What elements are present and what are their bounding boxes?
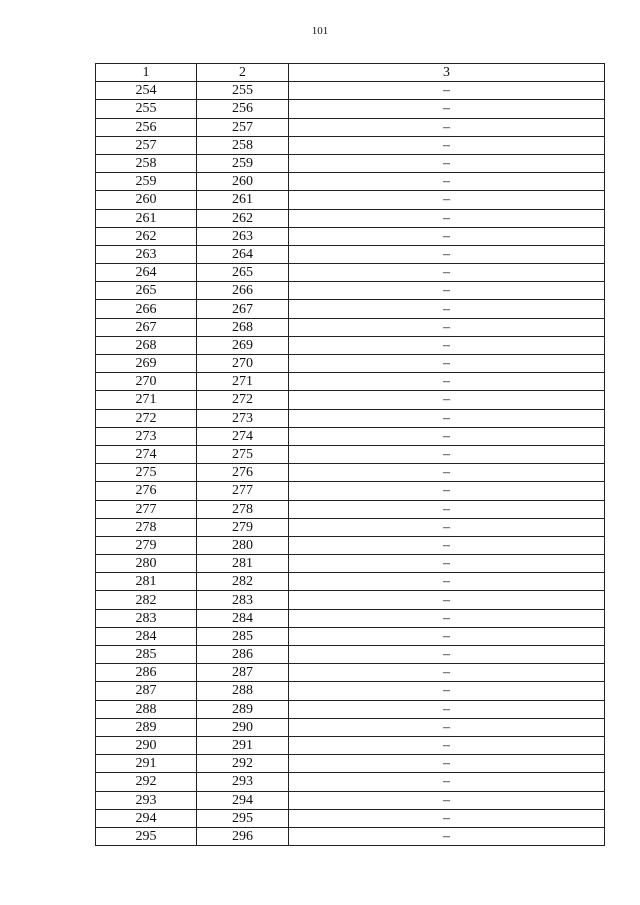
table-cell-col-2: 292 (197, 755, 289, 773)
table-row (96, 118, 605, 136)
table-cell-col-1: 271 (96, 391, 197, 409)
table-cell-col-3: – (289, 573, 605, 591)
table-cell-col-1: 284 (96, 627, 197, 645)
table-cell-col-2: 270 (197, 355, 289, 373)
table-row (96, 482, 605, 500)
table-cell-col-1: 261 (96, 209, 197, 227)
table-cell-col-3: – (289, 282, 605, 300)
column-header-2: 2 (197, 64, 289, 82)
table-cell-col-2: 271 (197, 373, 289, 391)
table-row (96, 682, 605, 700)
table-cell-col-3: – (289, 773, 605, 791)
table-row (96, 827, 605, 845)
table-row (96, 664, 605, 682)
table-cell-col-1: 255 (96, 100, 197, 118)
table-cell-col-1: 290 (96, 736, 197, 754)
table-row (96, 318, 605, 336)
table-cell-col-2: 262 (197, 209, 289, 227)
table-cell-col-1: 288 (96, 700, 197, 718)
table-cell-col-1: 264 (96, 264, 197, 282)
table-cell-col-2: 268 (197, 318, 289, 336)
table-row (96, 718, 605, 736)
table-cell-col-3: – (289, 355, 605, 373)
table-cell-col-3: – (289, 136, 605, 154)
table-row (96, 518, 605, 536)
table-cell-col-3: – (289, 718, 605, 736)
table-cell-col-1: 262 (96, 227, 197, 245)
table-row (96, 355, 605, 373)
table-cell-col-2: 255 (197, 82, 289, 100)
table-cell-col-1: 277 (96, 500, 197, 518)
table-body (96, 82, 605, 846)
table-cell-col-2: 296 (197, 827, 289, 845)
table-cell-col-2: 287 (197, 664, 289, 682)
table-cell-col-1: 257 (96, 136, 197, 154)
table-row (96, 646, 605, 664)
table-row (96, 191, 605, 209)
table-row (96, 609, 605, 627)
table-row (96, 154, 605, 172)
table-row (96, 173, 605, 191)
table-row (96, 555, 605, 573)
table-cell-col-2: 263 (197, 227, 289, 245)
table-cell-col-2: 294 (197, 791, 289, 809)
table-cell-col-1: 269 (96, 355, 197, 373)
table-cell-col-2: 283 (197, 591, 289, 609)
table-cell-col-3: – (289, 591, 605, 609)
table-cell-col-2: 274 (197, 427, 289, 445)
table-cell-col-1: 280 (96, 555, 197, 573)
table-cell-col-2: 289 (197, 700, 289, 718)
table-cell-col-1: 266 (96, 300, 197, 318)
table-row (96, 755, 605, 773)
table-cell-col-3: – (289, 336, 605, 354)
table-cell-col-3: – (289, 736, 605, 754)
table-row (96, 264, 605, 282)
table-cell-col-2: 259 (197, 154, 289, 172)
table-cell-col-1: 286 (96, 664, 197, 682)
table-cell-col-3: – (289, 500, 605, 518)
table-cell-col-3: – (289, 627, 605, 645)
column-header-3: 3 (289, 64, 605, 82)
table-row (96, 591, 605, 609)
table-cell-col-2: 258 (197, 136, 289, 154)
table-cell-col-2: 264 (197, 245, 289, 263)
table-row (96, 700, 605, 718)
table-cell-col-1: 291 (96, 755, 197, 773)
table-row (96, 536, 605, 554)
table-cell-col-3: – (289, 118, 605, 136)
table-cell-col-2: 267 (197, 300, 289, 318)
table-row (96, 427, 605, 445)
table-cell-col-3: – (289, 209, 605, 227)
table-cell-col-1: 265 (96, 282, 197, 300)
table-cell-col-3: – (289, 682, 605, 700)
table-row (96, 773, 605, 791)
table-cell-col-3: – (289, 264, 605, 282)
table-cell-col-3: – (289, 300, 605, 318)
table-cell-col-2: 278 (197, 500, 289, 518)
table-cell-col-1: 281 (96, 573, 197, 591)
table-cell-col-1: 273 (96, 427, 197, 445)
table-cell-col-3: – (289, 100, 605, 118)
table-cell-col-2: 260 (197, 173, 289, 191)
table-cell-col-1: 295 (96, 827, 197, 845)
table-cell-col-3: – (289, 809, 605, 827)
table-row (96, 809, 605, 827)
table-cell-col-3: – (289, 409, 605, 427)
table-cell-col-2: 281 (197, 555, 289, 573)
table-cell-col-2: 282 (197, 573, 289, 591)
table-row (96, 245, 605, 263)
table-cell-col-3: – (289, 646, 605, 664)
table-cell-col-3: – (289, 245, 605, 263)
table-row (96, 500, 605, 518)
table-row (96, 736, 605, 754)
table-cell-col-3: – (289, 227, 605, 245)
table-row (96, 445, 605, 463)
column-header-1: 1 (96, 64, 197, 82)
table-row (96, 336, 605, 354)
table-cell-col-1: 272 (96, 409, 197, 427)
table-row (96, 227, 605, 245)
table-cell-col-1: 285 (96, 646, 197, 664)
table-cell-col-3: – (289, 191, 605, 209)
table-row (96, 627, 605, 645)
table-cell-col-1: 274 (96, 445, 197, 463)
table-cell-col-2: 277 (197, 482, 289, 500)
table-cell-col-1: 270 (96, 373, 197, 391)
table-row (96, 409, 605, 427)
table-cell-col-1: 256 (96, 118, 197, 136)
table-cell-col-1: 294 (96, 809, 197, 827)
table-cell-col-3: – (289, 445, 605, 463)
table-cell-col-3: – (289, 664, 605, 682)
table-row (96, 209, 605, 227)
table-cell-col-2: 293 (197, 773, 289, 791)
table-cell-col-1: 283 (96, 609, 197, 627)
table-cell-col-3: – (289, 373, 605, 391)
table-cell-col-3: – (289, 482, 605, 500)
table-cell-col-2: 280 (197, 536, 289, 554)
table-cell-col-1: 258 (96, 154, 197, 172)
table-row (96, 282, 605, 300)
table-cell-col-2: 269 (197, 336, 289, 354)
table-cell-col-3: – (289, 791, 605, 809)
table-cell-col-3: – (289, 427, 605, 445)
data-table (95, 63, 605, 846)
table-row (96, 791, 605, 809)
table-row (96, 464, 605, 482)
table-cell-col-2: 275 (197, 445, 289, 463)
table-row (96, 373, 605, 391)
table-cell-col-1: 287 (96, 682, 197, 700)
table-cell-col-3: – (289, 173, 605, 191)
table-header-row (96, 64, 605, 82)
table-cell-col-1: 282 (96, 591, 197, 609)
table-cell-col-1: 260 (96, 191, 197, 209)
table-cell-col-1: 263 (96, 245, 197, 263)
table-cell-col-1: 267 (96, 318, 197, 336)
table-cell-col-3: – (289, 82, 605, 100)
table-cell-col-2: 291 (197, 736, 289, 754)
table-cell-col-2: 273 (197, 409, 289, 427)
table-cell-col-3: – (289, 755, 605, 773)
table-cell-col-3: – (289, 391, 605, 409)
table-cell-col-2: 279 (197, 518, 289, 536)
table-cell-col-2: 257 (197, 118, 289, 136)
table-cell-col-2: 295 (197, 809, 289, 827)
table-cell-col-1: 289 (96, 718, 197, 736)
table-cell-col-1: 254 (96, 82, 197, 100)
table-cell-col-2: 288 (197, 682, 289, 700)
table-cell-col-1: 293 (96, 791, 197, 809)
table-cell-col-2: 286 (197, 646, 289, 664)
table-row (96, 300, 605, 318)
table-cell-col-1: 276 (96, 482, 197, 500)
table-cell-col-1: 279 (96, 536, 197, 554)
table-cell-col-2: 256 (197, 100, 289, 118)
table-cell-col-3: – (289, 609, 605, 627)
table-cell-col-1: 275 (96, 464, 197, 482)
table-row (96, 136, 605, 154)
table-cell-col-3: – (289, 700, 605, 718)
table-cell-col-2: 290 (197, 718, 289, 736)
table-cell-col-3: – (289, 154, 605, 172)
table-row (96, 100, 605, 118)
table-cell-col-2: 272 (197, 391, 289, 409)
table-cell-col-1: 259 (96, 173, 197, 191)
table-row (96, 391, 605, 409)
table-cell-col-3: – (289, 827, 605, 845)
table-cell-col-3: – (289, 555, 605, 573)
table-cell-col-2: 285 (197, 627, 289, 645)
table-cell-col-1: 268 (96, 336, 197, 354)
table-cell-col-2: 266 (197, 282, 289, 300)
table-row (96, 82, 605, 100)
table-cell-col-1: 278 (96, 518, 197, 536)
table-cell-col-2: 276 (197, 464, 289, 482)
table-cell-col-1: 292 (96, 773, 197, 791)
table-cell-col-2: 261 (197, 191, 289, 209)
table-cell-col-2: 265 (197, 264, 289, 282)
table-cell-col-2: 284 (197, 609, 289, 627)
table-cell-col-3: – (289, 518, 605, 536)
page-number: 101 (311, 25, 329, 37)
table-cell-col-3: – (289, 464, 605, 482)
table-cell-col-3: – (289, 318, 605, 336)
table-cell-col-3: – (289, 536, 605, 554)
table-row (96, 573, 605, 591)
